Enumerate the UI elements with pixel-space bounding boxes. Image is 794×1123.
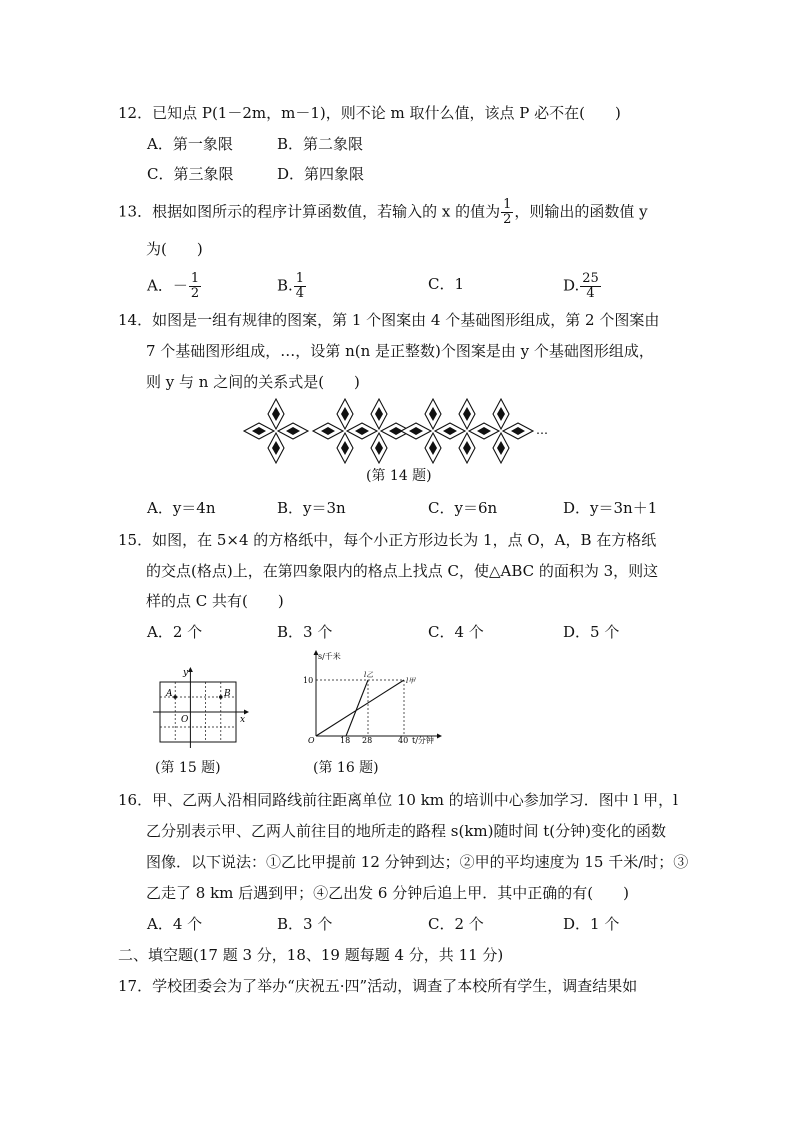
q16-option-b: B．3 个 (277, 915, 333, 933)
q13-option-b-num: 1 (295, 271, 305, 286)
q13-stem-frac-den: 2 (503, 212, 512, 227)
q16-label-l-jia: l甲 (406, 677, 416, 685)
q16-label-l-yi: l乙 (364, 671, 374, 679)
line-jia (316, 680, 404, 736)
q13-option-b-fraction (294, 272, 306, 301)
q13-option-d-fraction (580, 272, 601, 301)
q14-option-c: C．y＝6n (428, 499, 498, 517)
q13-stem-line2: 为( ) (146, 240, 203, 258)
q16-line1: 16．甲、乙两人沿相同路线前往距离单位 10 km 的培训中心参加学习．图中 l 甲，l (118, 791, 678, 809)
line-yi (346, 680, 368, 736)
q13-option-a-fraction (189, 272, 201, 301)
q16-x-tick-18: 18 (340, 736, 351, 745)
q16-line4: 乙走了 8 km 后遇到甲；④乙出发 6 分钟后追上甲．其中正确的有( ) (146, 884, 629, 902)
point-a-label: A (166, 689, 173, 699)
q15-line3: 样的点 C 共有( ) (146, 592, 284, 610)
q14-ellipsis: … (536, 423, 548, 437)
q13-option-b-den: 4 (295, 286, 305, 301)
point-b-marker (219, 695, 223, 699)
q13-stem-part-b: ，则输出的函数值 y (514, 202, 648, 221)
q16-y-axis-label: s/千米 (318, 652, 341, 661)
q14-caption: (第 14 题) (366, 468, 432, 484)
q14-line3: 则 y 与 n 之间的关系式是( ) (146, 373, 360, 391)
q13-option-c: C．1 (428, 275, 465, 293)
q13-option-d-label: D. (563, 276, 580, 295)
q13-option-a-den: 2 (190, 286, 200, 301)
q15-option-c: C．4 个 (428, 623, 484, 641)
q16-x-tick-40: 40 (398, 736, 409, 745)
point-a-marker (173, 695, 177, 699)
q15-line2: 的交点(格点)上，在第四象限内的格点上找点 C，使△ABC 的面积为 3，则这 (146, 562, 659, 580)
q13-stem-part-a: 13．根据如图所示的程序计算函数值，若输入的 x 的值为 (118, 202, 501, 221)
q13-stem-fraction (501, 198, 513, 227)
q14-option-a: A．y＝4n (147, 499, 216, 517)
q15-option-a: A．2 个 (147, 623, 203, 641)
q12-option-d: D．第四象限 (277, 165, 365, 183)
q16-x-tick-28: 28 (362, 736, 373, 745)
q16-caption: (第 16 题) (313, 760, 379, 776)
q13-option-d-den: 4 (586, 286, 595, 301)
y-axis-label: y (183, 668, 189, 678)
q15-option-b: B．3 个 (277, 623, 333, 641)
q13-option-a-label: A．－ (147, 276, 188, 295)
section-2-heading: 二、填空题(17 题 3 分，18、19 题每题 4 分，共 11 分) (118, 946, 504, 964)
q12-option-b: B．第二象限 (277, 135, 364, 153)
q14-line2: 7 个基础图形组成，…，设第 n(n 是正整数)个图案是由 y 个基础图形组成， (146, 342, 654, 360)
q13-option-b (277, 272, 307, 301)
q14-option-b: B．y＝3n (277, 499, 346, 517)
q13-stem-frac-num: 1 (503, 197, 512, 212)
origin-label: O (181, 715, 189, 725)
q15-caption: (第 15 题) (155, 760, 221, 776)
q16-option-d: D．1 个 (563, 915, 620, 933)
q13-stem (118, 198, 648, 227)
q16-origin-label: O (308, 736, 315, 745)
q17-line1: 17．学校团委会为了举办“庆祝五·四”活动，调查了本校所有学生，调查结果如 (118, 977, 638, 995)
q13-option-b-label: B. (277, 276, 293, 295)
q13-option-a-num: 1 (190, 271, 200, 286)
q16-option-c: C．2 个 (428, 915, 484, 933)
q15-line1: 15．如图，在 5×4 的方格纸中，每个小正方形边长为 1，点 O，A，B 在方格纸 (118, 531, 657, 549)
q14-line1: 14．如图是一组有规律的图案，第 1 个图案由 4 个基础图形组成，第 2 个图案由 (118, 311, 660, 329)
q14-pattern-figure (240, 396, 560, 466)
pattern-2 (313, 399, 411, 463)
q12-stem: 12．已知点 P(1－2m，m－1)，则不论 m 取什么值，该点 P 必不在( ) (118, 104, 621, 122)
pattern-1 (244, 399, 308, 463)
q12-option-c: C．第三象限 (147, 165, 234, 183)
q13-option-a (147, 272, 202, 301)
x-axis-label: x (240, 715, 246, 725)
q15-grid-figure (148, 664, 253, 749)
q16-line3: 图像．以下说法：①乙比甲提前 12 分钟到达；②甲的平均速度为 15 千米/时；③ (146, 853, 689, 871)
q13-option-d (563, 272, 602, 301)
q14-option-d: D．y＝3n＋1 (563, 499, 658, 517)
pattern-3 (401, 399, 533, 463)
q15-option-d: D．5 个 (563, 623, 620, 641)
q13-option-d-num: 25 (582, 271, 599, 286)
q12-option-a: A．第一象限 (147, 135, 233, 153)
q16-line2: 乙分别表示甲、乙两人前往目的地所走的路程 s(km)随时间 t(分钟)变化的函数 (146, 822, 666, 840)
q16-y-tick-10: 10 (303, 676, 314, 685)
q16-option-a: A．4 个 (147, 915, 203, 933)
point-b-label: B (224, 689, 231, 699)
q16-graph-figure (300, 646, 448, 746)
q16-x-axis-label: t/分钟 (412, 736, 434, 745)
